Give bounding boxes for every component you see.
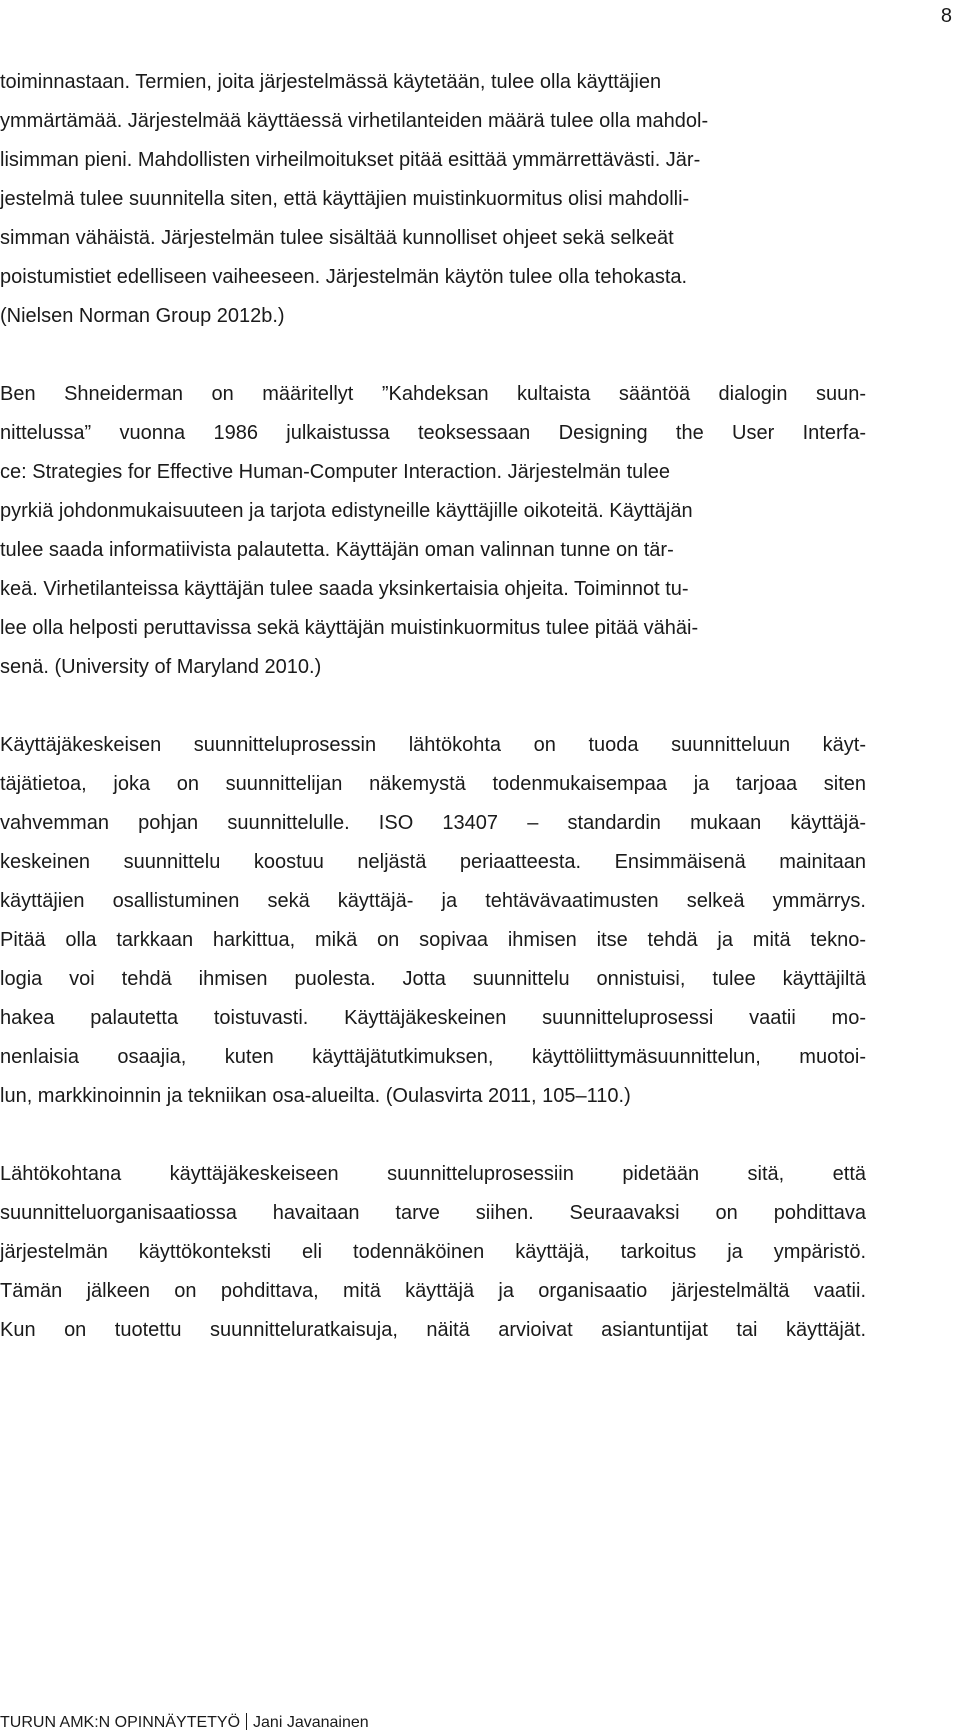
text-line: ymmärtämää. Järjestelmää käyttäessä virhetilanteiden määrä tulee olla mahdol- xyxy=(0,110,709,132)
paragraph xyxy=(0,375,866,687)
footer-separator xyxy=(246,1713,247,1730)
text-line: logia voi tehdä ihmisen puolesta. Jotta suunnittelu onnistuisi, tulee käyttäjiltä xyxy=(0,968,866,990)
footer-author: Jani Javanainen xyxy=(253,1714,369,1731)
text-line: täjätietoa, joka on suunnittelijan näkemystä todenmukaisempaa ja tarjoaa siten xyxy=(0,773,866,795)
text-line: Ben Shneiderman on määritellyt ”Kahdeksan kultaista sääntöä dialogin suun- xyxy=(0,383,866,405)
text-line: vahvemman pohjan suunnittelulle. ISO 13407 – standardin mukaan käyttäjä- xyxy=(0,812,866,834)
text-line: lisimman pieni. Mahdollisten virheilmoitukset pitää esittää ymmärrettävästi. Jär- xyxy=(0,149,701,171)
text-line: keä. Virhetilanteissa käyttäjän tulee saada yksinkertaisia ohjeita. Toiminnot tu- xyxy=(0,578,689,600)
paragraph xyxy=(0,726,866,1116)
text-line: nittelussa” vuonna 1986 julkaistussa teoksessaan Designing the User Interfa- xyxy=(0,422,866,444)
text-line: lee olla helposti peruttavissa sekä käyttäjän muistinkuormitus tulee pitää vähäi- xyxy=(0,617,699,639)
paragraph-gap xyxy=(0,336,866,375)
text-line: käyttäjien osallistuminen sekä käyttäjä- ja tehtävävaatimusten selkeä ymmärrys. xyxy=(0,890,866,912)
paragraph-gap xyxy=(0,687,866,726)
text-line: ce: Strategies for Effective Human-Computer Interaction. Järjestelmän tulee xyxy=(0,461,670,483)
page-footer xyxy=(0,1713,369,1733)
text-line: Kun on tuotettu suunnitteluratkaisuja, näitä arvioivat asiantuntijat tai käyttäjät. xyxy=(0,1319,866,1341)
text-line: poistumistiet edelliseen vaiheeseen. Järjestelmän käytön tulee olla tehokasta. xyxy=(0,266,688,288)
paragraph xyxy=(0,63,866,336)
text-line: suunnitteluorganisaatiossa havaitaan tarve siihen. Seuraavaksi on pohdittava xyxy=(0,1202,866,1224)
text-line: Lähtökohtana käyttäjäkeskeiseen suunnitteluprosessiin pidetään sitä, että xyxy=(0,1163,866,1185)
text-line: tulee saada informatiivista palautetta. Käyttäjän oman valinnan tunne on tär- xyxy=(0,539,674,561)
text-line: (Nielsen Norman Group 2012b.) xyxy=(0,305,285,327)
text-line: Tämän jälkeen on pohdittava, mitä käyttäjä ja organisaatio järjestelmältä vaatii. xyxy=(0,1280,866,1302)
text-line: toiminnastaan. Termien, joita järjestelmässä käytetään, tulee olla käyttäjien xyxy=(0,71,662,93)
text-line: hakea palautetta toistuvasti. Käyttäjäkeskeinen suunnitteluprosessi vaatii mo- xyxy=(0,1007,866,1029)
body-text xyxy=(0,63,866,1350)
text-line: Pitää olla tarkkaan harkittua, mikä on sopivaa ihmisen itse tehdä ja mitä tekno- xyxy=(0,929,866,951)
footer-institution: TURUN AMK:N OPINNÄYTETYÖ xyxy=(0,1714,241,1731)
text-line: senä. (University of Maryland 2010.) xyxy=(0,656,322,678)
text-line: keskeinen suunnittelu koostuu neljästä periaatteesta. Ensimmäisenä mainitaan xyxy=(0,851,866,873)
text-line: järjestelmän käyttökonteksti eli todennäköinen käyttäjä, tarkoitus ja ympäristö. xyxy=(0,1241,866,1263)
text-line: lun, markkinoinnin ja tekniikan osa-alueilta. (Oulasvirta 2011, 105–110.) xyxy=(0,1085,631,1107)
paragraph xyxy=(0,1155,866,1350)
page-number: 8 xyxy=(940,5,952,27)
text-line: jestelmä tulee suunnitella siten, että käyttäjien muistinkuormitus olisi mahdolli- xyxy=(0,188,690,210)
text-line: simman vähäistä. Järjestelmän tulee sisältää kunnolliset ohjeet sekä selkeät xyxy=(0,227,674,249)
text-line: pyrkiä johdonmukaisuuteen ja tarjota edistyneille käyttäjille oikoteitä. Käyttäjän xyxy=(0,500,693,522)
text-line: nenlaisia osaajia, kuten käyttäjätutkimuksen, käyttöliittymäsuunnittelun, muotoi- xyxy=(0,1046,866,1068)
text-line: Käyttäjäkeskeisen suunnitteluprosessin lähtökohta on tuoda suunnitteluun käyt- xyxy=(0,734,866,756)
paragraph-gap xyxy=(0,1116,866,1155)
